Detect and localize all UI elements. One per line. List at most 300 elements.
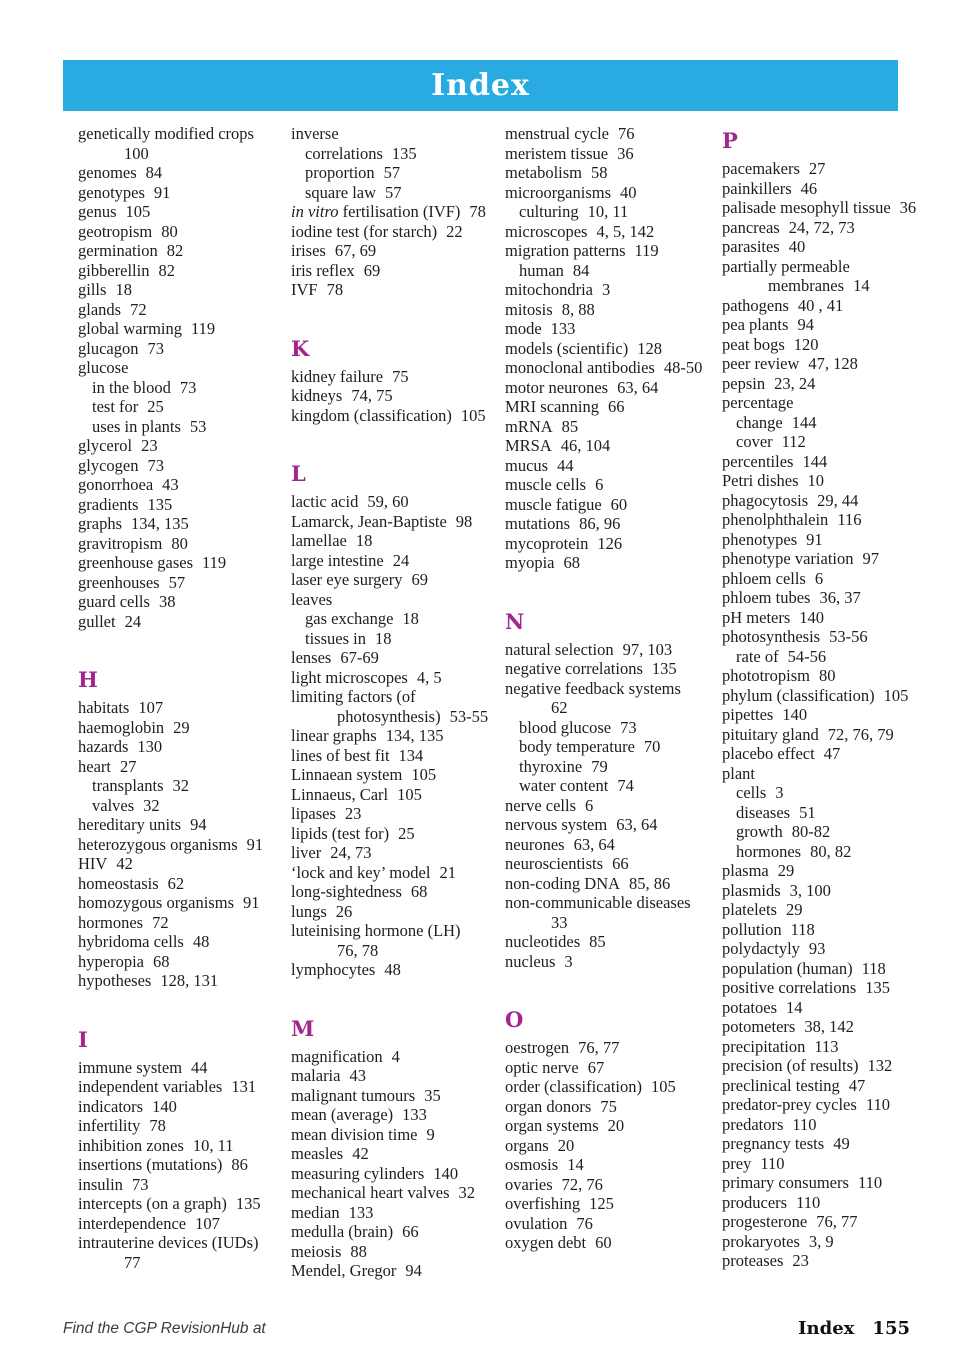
entry-page-numbers: 110: [865, 1095, 890, 1114]
entry-term: malignant tumours: [291, 1085, 416, 1105]
index-entry: [291, 492, 497, 512]
entry-term: change: [736, 412, 783, 432]
entry-term: organ donors: [505, 1096, 592, 1116]
entry-term: homeostasis: [78, 873, 159, 893]
section-letter-h: H: [78, 667, 98, 692]
section-letter-l: L: [291, 461, 306, 486]
index-entry: [78, 952, 286, 972]
index-entry: [78, 1097, 286, 1117]
index-entry: [78, 1116, 286, 1136]
entry-term: mode: [505, 319, 542, 338]
index-entry: [505, 893, 713, 932]
entry-term: iris reflex: [291, 260, 355, 280]
entry-term: liver: [291, 843, 322, 862]
index-entry: [78, 815, 286, 835]
index-entry: [291, 590, 497, 610]
entry-page-numbers: 20: [557, 1135, 575, 1155]
index-entry: [78, 358, 286, 378]
entry-page-numbers: 80-82: [791, 822, 831, 841]
index-entry: [505, 241, 713, 261]
index-entry: [291, 1066, 497, 1086]
entry-page-numbers: 125: [589, 1194, 614, 1213]
section-letter-k: K: [291, 335, 310, 361]
entry-term: oestrogen: [505, 1038, 570, 1057]
entry-page-numbers: 86: [231, 1155, 248, 1174]
entry-page-numbers: 24, 72, 73: [788, 217, 855, 237]
entry-page-numbers: 93: [808, 939, 826, 958]
entry-page-numbers: 59, 60: [367, 492, 409, 511]
entry-page-numbers: 73: [620, 717, 637, 737]
index-entry: [722, 1056, 936, 1076]
entry-term: gas exchange: [305, 609, 394, 628]
entry-page-numbers: 135: [865, 978, 891, 997]
index-column-3: [505, 124, 713, 1253]
entry-term: habitats: [78, 698, 130, 717]
index-entry: [291, 648, 497, 668]
entry-page-numbers: 53-55: [449, 706, 489, 726]
entry-term: lines of best fit: [291, 745, 390, 765]
entry-term-continued: photosynthesis): [337, 706, 441, 726]
entry-term: phloem cells: [722, 568, 806, 588]
entry-term: peat bogs: [722, 334, 785, 354]
entry-page-numbers: 48: [192, 932, 210, 951]
entry-page-numbers: 80, 82: [810, 841, 852, 861]
entry-term: gonorrhoea: [78, 475, 154, 494]
index-entry: [722, 959, 936, 979]
entry-term: Petri dishes: [722, 471, 799, 490]
index-entry: [722, 1251, 936, 1271]
entry-term: phenotype variation: [722, 549, 854, 568]
index-entry: [291, 386, 497, 406]
index-entry: [505, 144, 713, 164]
entry-page-numbers: 78: [469, 202, 486, 221]
entry-page-numbers: 18: [115, 280, 132, 299]
index-subentry: [722, 822, 936, 842]
entry-page-numbers: 66: [612, 854, 629, 873]
entry-term: independent variables: [78, 1077, 223, 1096]
entry-page-numbers: 73: [147, 455, 164, 475]
entry-page-numbers: 68: [410, 882, 428, 901]
entry-page-numbers: 94: [405, 1261, 422, 1280]
entry-term: nervous system: [505, 815, 608, 834]
entry-term: ovaries: [505, 1174, 553, 1194]
index-entry: [291, 570, 497, 590]
index-entry: [722, 764, 936, 784]
entry-term: order (classification): [505, 1077, 642, 1096]
index-subentry: [505, 261, 713, 281]
index-entry: [78, 1214, 286, 1234]
entry-page-numbers: 131: [231, 1077, 257, 1096]
entry-page-numbers: 6: [595, 475, 604, 494]
index-subentry: [291, 163, 497, 183]
entry-page-numbers: 22: [446, 221, 463, 241]
index-entry: [722, 237, 936, 257]
entry-page-numbers: 85: [589, 932, 606, 951]
entry-page-numbers: 91: [246, 834, 264, 854]
index-entry: [722, 452, 936, 472]
entry-page-numbers: 60: [595, 1233, 612, 1252]
index-entry: [291, 124, 497, 144]
entry-term: luteinising hormone (LH): [291, 921, 461, 940]
index-entry: [505, 1116, 713, 1136]
index-entry: [291, 241, 497, 261]
entry-page-numbers: 44: [191, 1057, 208, 1077]
index-entry: [291, 687, 497, 726]
entry-term: mRNA: [505, 416, 553, 436]
index-entry: [78, 280, 286, 300]
index-entry: [722, 705, 936, 725]
entry-page-numbers: 97, 103: [622, 639, 673, 659]
entry-page-numbers: 43: [349, 1066, 366, 1085]
index-entry: [722, 1076, 936, 1096]
entry-term: phylum (classification): [722, 685, 875, 705]
entry-term: inverse: [291, 124, 339, 143]
index-entry: [505, 183, 713, 203]
section-letter-p: P: [722, 128, 738, 153]
entry-page-numbers: 134: [398, 745, 424, 765]
index-entry: [78, 202, 286, 222]
entry-term: pepsin: [722, 373, 766, 393]
entry-term: models (scientific): [505, 338, 629, 358]
entry-page-numbers: 58: [591, 163, 608, 182]
entry-term: potatoes: [722, 997, 777, 1017]
entry-page-numbers: 40 , 41: [797, 295, 844, 315]
entry-term: long-sightedness: [291, 882, 402, 901]
entry-term: phenolphthalein: [722, 510, 829, 529]
index-entry: [722, 920, 936, 940]
index-entry: [78, 534, 286, 554]
section-letter-n: N: [505, 608, 525, 634]
entry-page-numbers: 47: [823, 744, 841, 763]
entry-page-numbers: 18: [355, 531, 373, 550]
entry-term: genetically modified crops: [78, 124, 254, 143]
index-entry: [722, 179, 936, 199]
entry-term: MRSA: [505, 436, 552, 455]
index-title-bar: [63, 60, 898, 111]
index-entry: [722, 608, 936, 628]
entry-term: placebo effect: [722, 744, 815, 763]
entry-term: leaves: [291, 589, 333, 609]
entry-term: phenotypes: [722, 529, 798, 549]
entry-page-numbers: 77: [124, 1252, 141, 1272]
entry-page-numbers: 91: [243, 893, 260, 912]
index-entry: [722, 354, 936, 374]
entry-page-numbers: 80: [171, 533, 188, 553]
entry-term: nucleus: [505, 951, 556, 971]
index-entry: [722, 1115, 936, 1135]
index-entry: [291, 1105, 497, 1125]
entry-page-numbers: 43: [162, 475, 179, 494]
entry-term: Mendel, Gregor: [291, 1261, 397, 1280]
index-entry: [505, 378, 713, 398]
index-entry: [78, 436, 286, 456]
entry-page-numbers: 67-69: [340, 648, 379, 667]
index-entry: [722, 549, 936, 569]
index-entry: [291, 1242, 497, 1262]
section-letter-i: I: [78, 1026, 88, 1052]
entry-term: nucleotides: [505, 932, 581, 951]
index-entry: [722, 744, 936, 764]
entry-term: lactic acid: [291, 492, 359, 511]
entry-term: platelets: [722, 900, 777, 919]
entry-term: precision (of results): [722, 1056, 859, 1075]
entry-page-numbers: 135: [147, 494, 173, 514]
index-entry: [505, 1155, 713, 1175]
entry-term: lipids (test for): [291, 823, 390, 843]
index-entry: [291, 222, 497, 242]
entry-term: pancreas: [722, 217, 780, 237]
entry-page-numbers: 116: [837, 510, 862, 529]
entry-term: intrauterine devices (IUDs): [78, 1233, 259, 1252]
index-entry: [722, 978, 936, 998]
entry-page-numbers: 57: [383, 163, 401, 182]
entry-term: geotropism: [78, 221, 153, 241]
entry-term: parasites: [722, 237, 780, 256]
index-entry: [722, 257, 936, 296]
entry-page-numbers: 76: [618, 124, 635, 143]
entry-page-numbers: 80: [819, 666, 836, 685]
entry-page-numbers: 110: [792, 1114, 817, 1134]
entry-term: heterozygous organisms: [78, 834, 238, 854]
entry-page-numbers: 86, 96: [579, 514, 621, 533]
entry-term: linear graphs: [291, 726, 377, 745]
entry-term: greenhouse gases: [78, 553, 194, 572]
entry-page-numbers: 6: [814, 568, 824, 588]
entry-page-numbers: 76: [576, 1213, 593, 1233]
index-entry: [291, 765, 497, 785]
index-entry: [505, 436, 713, 456]
index-entry: [722, 198, 936, 218]
index-entry: [722, 471, 936, 491]
entry-term: non-communicable diseases: [505, 893, 691, 912]
index-entry: [505, 222, 713, 242]
index-entry: [505, 280, 713, 300]
entry-page-numbers: 3, 100: [789, 880, 831, 900]
entry-term: inhibition zones: [78, 1135, 184, 1155]
index-entry: [78, 612, 286, 632]
entry-term: glands: [78, 299, 122, 319]
entry-term: mycoprotein: [505, 533, 589, 553]
index-entry: [722, 218, 936, 238]
entry-page-numbers: 80: [161, 221, 178, 241]
index-subentry: [722, 842, 936, 862]
entry-page-numbers: 78: [149, 1116, 166, 1135]
index-entry: [78, 1194, 286, 1214]
entry-term: hyperopia: [78, 951, 144, 971]
entry-page-numbers: 82: [166, 241, 184, 260]
index-entry: [291, 902, 497, 922]
index-entry: [722, 686, 936, 706]
entry-page-numbers: 63, 64: [573, 834, 615, 854]
entry-page-numbers: 94: [797, 315, 814, 334]
entry-term: hypotheses: [78, 971, 152, 990]
entry-term: magnification: [291, 1046, 383, 1066]
entry-term: organ systems: [505, 1116, 599, 1135]
entry-page-numbers: 119: [634, 241, 659, 260]
entry-term: laser eye surgery: [291, 570, 403, 589]
entry-page-numbers: 67: [587, 1057, 605, 1077]
entry-term: neuroscientists: [505, 854, 604, 873]
entry-page-numbers: 36: [899, 198, 917, 217]
index-entry: [505, 640, 713, 660]
entry-term: neurones: [505, 834, 565, 854]
entry-page-numbers: 140: [433, 1163, 459, 1183]
entry-page-numbers: 73: [179, 377, 197, 397]
entry-term: Linnaean system: [291, 765, 403, 784]
index-entry: [78, 241, 286, 261]
entry-term: pituitary gland: [722, 724, 819, 744]
entry-page-numbers: 76, 78: [337, 940, 379, 960]
index-entry: [78, 339, 286, 359]
entry-term: meristem tissue: [505, 143, 609, 163]
index-entry: [722, 627, 936, 647]
entry-page-numbers: 119: [202, 553, 227, 572]
entry-term: haemoglobin: [78, 717, 165, 737]
entry-term: kingdom (classification): [291, 405, 452, 425]
index-entry: [78, 592, 286, 612]
entry-term: lenses: [291, 648, 332, 667]
index-entry: [505, 417, 713, 437]
entry-term: palisade mesophyll tissue: [722, 198, 891, 217]
entry-term: mucus: [505, 455, 549, 475]
index-entry: [722, 510, 936, 530]
entry-page-numbers: 26: [335, 901, 353, 921]
entry-term: gibberellin: [78, 260, 150, 280]
index-entry: [722, 315, 936, 335]
entry-page-numbers: 24: [124, 611, 142, 631]
index-entry: [505, 874, 713, 894]
index-entry: [78, 222, 286, 242]
index-entry: [78, 573, 286, 593]
entry-term: lymphocytes: [291, 960, 376, 979]
entry-page-numbers: 135: [235, 1194, 261, 1213]
entry-page-numbers: 70: [643, 737, 661, 756]
entry-term: mean division time: [291, 1124, 418, 1144]
entry-term: MRI scanning: [505, 397, 599, 416]
entry-term: genotypes: [78, 182, 145, 202]
entry-page-numbers: 47: [848, 1075, 866, 1095]
entry-term: insertions (mutations): [78, 1155, 223, 1174]
entry-term: muscle fatigue: [505, 494, 602, 514]
index-subentry: [291, 609, 497, 629]
entry-term: kidney failure: [291, 366, 384, 386]
entry-term: thyroxine: [519, 756, 583, 776]
index-entry: [291, 824, 497, 844]
index-entry: [722, 1212, 936, 1232]
entry-page-numbers: 68: [152, 951, 170, 971]
index-entry: [722, 1193, 936, 1213]
entry-page-numbers: 53: [189, 416, 207, 436]
entry-page-numbers: 36, 37: [819, 588, 861, 607]
entry-term: mechanical heart valves: [291, 1183, 450, 1202]
entry-term: population (human): [722, 958, 853, 978]
entry-page-numbers: 38: [158, 592, 176, 611]
index-subentry: [722, 413, 936, 433]
entry-page-numbers: 35: [424, 1085, 441, 1105]
entry-term: genomes: [78, 163, 137, 182]
entry-term: gills: [78, 280, 107, 299]
entry-term: pacemakers: [722, 159, 800, 178]
entry-page-numbers: 82: [158, 260, 175, 280]
entry-term: lamellae: [291, 531, 347, 550]
entry-term: proteases: [722, 1251, 784, 1270]
entry-page-numbers: 120: [793, 334, 819, 354]
entry-term: phagocytosis: [722, 490, 809, 510]
entry-page-numbers: 4: [391, 1046, 400, 1066]
entry-term: metabolism: [505, 163, 582, 182]
entry-term: phloem tubes: [722, 588, 811, 607]
index-entry: [291, 531, 497, 551]
entry-page-numbers: 47, 128: [808, 354, 858, 373]
entry-term: Linnaeus, Carl: [291, 784, 389, 804]
index-subentry: [722, 647, 936, 667]
index-entry: [291, 863, 497, 883]
entry-page-numbers: 128, 131: [160, 971, 219, 990]
index-entry: [505, 534, 713, 554]
index-entry: [291, 1047, 497, 1067]
index-entry: [722, 725, 936, 745]
index-entry: [291, 551, 497, 571]
index-subentry: [505, 737, 713, 757]
entry-term-continued: membranes: [768, 276, 845, 295]
entry-page-numbers: 3: [564, 951, 573, 971]
entry-page-numbers: 42: [352, 1144, 369, 1163]
entry-term: intercepts (on a graph): [78, 1194, 227, 1213]
entry-term: organs: [505, 1135, 549, 1155]
entry-page-numbers: 140: [799, 607, 825, 627]
entry-page-numbers: 63, 64: [616, 815, 658, 834]
index-entry: [505, 397, 713, 417]
index-entry: [505, 495, 713, 515]
entry-term: hybridoma cells: [78, 932, 184, 951]
entry-term: pregnancy tests: [722, 1134, 825, 1153]
entry-term: Lamarck, Jean-Baptiste: [291, 511, 447, 531]
entry-term: iodine test (for starch): [291, 221, 438, 241]
entry-page-numbers: 98: [455, 511, 473, 531]
entry-page-numbers: 107: [138, 698, 164, 717]
index-subentry: [291, 144, 497, 164]
footer-page-info: [798, 1318, 910, 1339]
entry-page-numbers: 88: [350, 1241, 367, 1261]
entry-page-numbers: 38, 142: [804, 1017, 854, 1036]
index-entry: [291, 921, 497, 960]
entry-term: gravitropism: [78, 533, 163, 553]
index-entry: [291, 1203, 497, 1223]
entry-term: potometers: [722, 1017, 796, 1036]
entry-page-numbers: 46, 104: [560, 436, 611, 455]
entry-page-numbers: 105: [125, 202, 151, 221]
index-entry: [291, 804, 497, 824]
entry-term: diseases: [736, 802, 791, 822]
entry-term: hormones: [78, 912, 144, 932]
index-entry: [291, 668, 497, 688]
entry-term: mutations: [505, 514, 571, 533]
index-entry: [505, 300, 713, 320]
entry-term: prokaryotes: [722, 1231, 800, 1251]
entry-page-numbers: 54-56: [787, 646, 827, 666]
entry-page-numbers: 60: [610, 494, 628, 514]
index-subentry: [505, 757, 713, 777]
entry-term: rate of: [736, 646, 779, 666]
index-entry: [722, 1095, 936, 1115]
index-entry: [722, 998, 936, 1018]
entry-page-numbers: 44: [557, 455, 574, 475]
entry-term: lipases: [291, 804, 336, 823]
entry-term: square law: [305, 182, 377, 202]
entry-page-numbers: 3, 9: [808, 1231, 834, 1251]
entry-page-numbers: 6: [585, 795, 594, 815]
entry-page-numbers: 51: [799, 802, 816, 822]
